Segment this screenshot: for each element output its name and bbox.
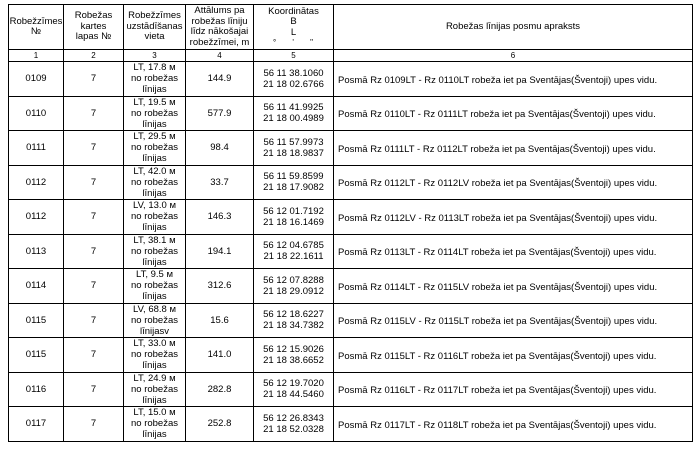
column-number: 1 [9,50,64,62]
install-place-line: līnijas [142,118,167,130]
cell-coordinates [254,234,334,269]
cell-install-place [124,131,186,166]
cell-section-description [334,96,693,131]
coordinate-longitude: 21 18 16.1469 [263,216,324,228]
cell-install-place [124,200,186,235]
degree-minute-second-symbols: ° ' " [272,38,320,48]
cell-install-place [124,234,186,269]
install-place-line: līnijas [142,222,167,234]
cell-map-sheet: 7 [64,62,124,97]
cell-distance: 577.9 [186,96,254,131]
install-place-line: no robežas [130,383,178,395]
cell-mark-number: 0115 [9,303,64,338]
cell-mark-number: 0115 [9,338,64,373]
table-row [9,303,693,338]
cell-install-place [124,165,186,200]
cell-distance: 15.6 [186,303,254,338]
install-place-line: līnijas [142,84,167,96]
install-place-line: LT, 15.0 м [133,407,176,419]
coordinate-latitude: 56 12 07.8288 [263,274,324,286]
install-place-line: līnijas [142,153,167,165]
cell-mark-number: 0117 [9,407,64,442]
table-row [9,62,693,97]
header-line: līdz nākošajai [190,26,249,37]
column-number: 2 [64,50,124,62]
cell-coordinates [254,338,334,373]
cell-map-sheet: 7 [64,372,124,407]
cell-install-place [124,269,186,304]
cell-coordinates [254,303,334,338]
coordinate-latitude: 56 12 04.6785 [263,240,324,252]
cell-mark-number: 0110 [9,96,64,131]
cell-map-sheet: 7 [64,269,124,304]
coordinate-latitude: 56 12 15.9026 [263,343,324,355]
cell-section-description [334,269,693,304]
header-line: Robežzīmes [9,15,63,27]
column-number-row [9,50,693,62]
column-number: 3 [124,50,186,62]
section-description-text: Posmā Rz 0115LV - Rz 0115LT robeža iet pa Sventājas(Šventoji) upes vidu. [338,316,658,328]
cell-distance: 98.4 [186,131,254,166]
header-line: uzstādīšanas [126,20,183,32]
install-place-line: līnijas [142,291,167,303]
cell-mark-number: 0112 [9,200,64,235]
cell-distance: 282.8 [186,372,254,407]
coordinate-latitude: 56 11 59.8599 [263,171,324,183]
cell-mark-number: 0112 [9,165,64,200]
header-line: Robežas [74,10,113,22]
install-place-line: LT, 38.1 м [133,234,176,246]
section-description-text: Posmā Rz 0117LT - Rz 0118LT robeža iet pa Sventājas(Šventoji) upes vidu. [338,419,657,431]
cell-coordinates [254,200,334,235]
header-line: Koordinātas [268,5,319,17]
coordinate-latitude: 56 12 26.8343 [263,412,324,424]
install-place-line: no robežas [130,245,178,257]
cell-map-sheet: 7 [64,165,124,200]
section-description-text: Posmā Rz 0116LT - Rz 0117LT robeža iet pa Sventājas(Šventoji) upes vidu. [338,385,657,397]
coordinate-latitude: 56 12 19.7020 [263,378,324,390]
cell-install-place [124,62,186,97]
install-place-line: LV, 68.8 м [133,303,176,315]
cell-coordinates [254,131,334,166]
cell-map-sheet: 7 [64,234,124,269]
coordinate-longitude: 21 18 29.0912 [263,285,324,297]
coordinate-latitude: 56 12 18.6227 [263,309,324,321]
cell-mark-number: 0109 [9,62,64,97]
coordinate-longitude: 21 18 38.6652 [263,354,324,366]
cell-map-sheet: 7 [64,303,124,338]
cell-coordinates [254,96,334,131]
header-line-longitude: L [290,26,297,38]
install-place-line: LT, 24.9 м [133,372,176,384]
cell-section-description [334,200,693,235]
install-place-line: no robežas [130,211,178,223]
cell-coordinates [254,269,334,304]
install-place-line: līnijas [142,256,167,268]
cell-mark-number: 0111 [9,131,64,166]
header-line: robežas līniju [191,15,248,27]
install-place-line: LT, 29.5 м [133,131,176,143]
coordinate-latitude: 56 11 38.1060 [263,67,324,79]
coordinate-longitude: 21 18 18.9837 [263,147,324,159]
cell-mark-number: 0113 [9,234,64,269]
cell-section-description [334,303,693,338]
cell-coordinates [254,62,334,97]
section-description-text: Posmā Rz 0114LT - Rz 0115LV robeža iet pa Sventājas(Šventoji) upes vidu. [338,281,658,293]
table-row [9,165,693,200]
coordinate-longitude: 21 18 34.7382 [263,320,324,332]
section-description-text: Posmā Rz 0112LV - Rz 0113LT robeža iet pa Sventājas(Šventoji) upes vidu. [338,212,658,224]
section-description-text: Posmā Rz 0109LT - Rz 0110LT robeža iet pa Sventājas(Šventoji) upes vidu. [338,74,658,86]
table-row [9,372,693,407]
header-cell-mark-number [9,5,64,50]
header-line: Attālums pa [194,5,245,16]
install-place-line: no robežas [130,314,178,326]
header-line: Robežas līnijas posmu apraksts [445,20,581,32]
coordinate-latitude: 56 11 41.9925 [263,102,324,114]
install-place-line: LT, 17.8 м [133,62,176,74]
install-place-line: līnijas [142,187,167,199]
install-place-line: no robežas [130,418,178,430]
install-place-line: LT, 9.5 м [136,269,173,281]
coordinate-latitude: 56 11 57.9973 [263,136,324,148]
install-place-line: LT, 42.0 м [133,165,176,177]
cell-section-description [334,338,693,373]
table-row [9,234,693,269]
cell-install-place [124,407,186,442]
install-place-line: no robežas [130,73,178,85]
cell-distance: 194.1 [186,234,254,269]
table-header-row [9,5,693,50]
section-description-text: Posmā Rz 0113LT - Rz 0114LT robeža iet pa Sventājas(Šventoji) upes vidu. [338,247,657,259]
cell-distance: 312.6 [186,269,254,304]
cell-distance: 252.8 [186,407,254,442]
header-line: vieta [144,31,165,43]
install-place-line: no robežas [130,142,178,154]
header-cell-distance [186,5,254,50]
install-place-line: no robežas [130,107,178,119]
table-row [9,338,693,373]
coordinate-longitude: 21 18 02.6766 [263,78,324,90]
header-line: kartes [80,20,107,32]
cell-section-description [334,62,693,97]
cell-map-sheet: 7 [64,131,124,166]
install-place-line: LT, 19.5 м [133,96,176,108]
section-description-text: Posmā Rz 0112LT - Rz 0112LV robeža iet pa Sventājas(Šventoji) upes vidu. [338,178,658,190]
install-place-line: līnijas [142,429,167,441]
cell-coordinates [254,407,334,442]
cell-map-sheet: 7 [64,407,124,442]
column-number: 5 [254,50,334,62]
install-place-line: līnijas [142,360,167,372]
table-row [9,407,693,442]
section-description-text: Posmā Rz 0111LT - Rz 0112LT robeža iet pa Sventājas(Šventoji) upes vidu. [338,143,656,155]
coordinate-longitude: 21 18 44.5460 [263,389,324,401]
cell-distance: 146.3 [186,200,254,235]
install-place-line: LV, 13.0 м [133,200,176,212]
cell-section-description [334,131,693,166]
header-cell-coordinates [254,5,334,50]
cell-section-description [334,407,693,442]
cell-coordinates [254,372,334,407]
header-cell-section-description [334,5,693,50]
table-row [9,269,693,304]
cell-install-place [124,372,186,407]
header-line: lapas № [75,31,112,43]
column-number: 4 [186,50,254,62]
cell-distance: 144.9 [186,62,254,97]
table-row [9,96,693,131]
cell-section-description [334,372,693,407]
section-description-text: Posmā Rz 0115LT - Rz 0116LT robeža iet pa Sventājas(Šventoji) upes vidu. [338,350,657,362]
cell-section-description [334,234,693,269]
coordinate-longitude: 21 18 52.0328 [263,423,324,435]
header-line: № [30,26,42,37]
cell-distance: 141.0 [186,338,254,373]
header-line-latitude: B [290,16,297,28]
header-line: robežzīmei, m [189,36,250,48]
install-place-line: līnijas [142,394,167,406]
install-place-line: no robežas [130,280,178,292]
coordinate-latitude: 56 12 01.7192 [263,205,324,217]
cell-mark-number: 0114 [9,269,64,304]
section-description-text: Posmā Rz 0110LT - Rz 0111LT robeža iet pa Sventājas(Šventoji) upes vidu. [338,109,656,121]
cell-install-place [124,303,186,338]
table-row [9,200,693,235]
install-place-line: līnijasv [139,325,170,337]
coordinate-longitude: 21 18 00.4989 [263,113,324,125]
header-cell-map-sheet [64,5,124,50]
coordinate-longitude: 21 18 17.9082 [263,182,324,194]
border-marks-table [8,4,693,442]
column-number: 6 [334,50,693,62]
install-place-line: no robežas [130,349,178,361]
cell-map-sheet: 7 [64,96,124,131]
cell-map-sheet: 7 [64,200,124,235]
cell-install-place [124,338,186,373]
install-place-line: LT, 33.0 м [133,338,176,350]
install-place-line: no robežas [130,176,178,188]
header-line: Robežzīmes [128,10,181,22]
coordinate-longitude: 21 18 22.1611 [263,251,324,263]
cell-map-sheet: 7 [64,338,124,373]
cell-distance: 33.7 [186,165,254,200]
cell-section-description [334,165,693,200]
cell-coordinates [254,165,334,200]
cell-install-place [124,96,186,131]
table-row [9,131,693,166]
cell-mark-number: 0116 [9,372,64,407]
header-cell-install-place [124,5,186,50]
